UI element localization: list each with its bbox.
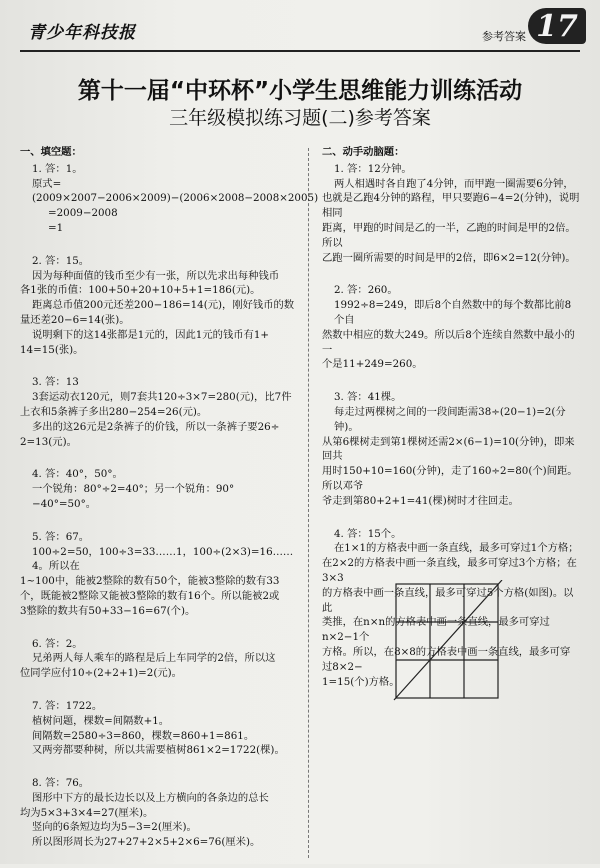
answer-line: 均为5×3+3×4=27(厘米)。 [20, 806, 154, 819]
answer-line: 竖向的6条短边均为5−3=2(厘米)。 [32, 821, 197, 834]
answer-8 [20, 776, 296, 850]
answer-line: 1992÷8=249，即后8个自然数中的每个数都比前8个自 [334, 299, 572, 326]
answer-line: 两人相遇时各自跑了4分钟，而甲跑一圈需要6分钟， [334, 177, 574, 190]
answer-line: 2=13(元)。 [20, 435, 77, 448]
answer-1 [20, 162, 319, 236]
grid-figure [392, 580, 504, 702]
answer-line: 距离，甲跑的时间是乙的一半，乙跑的时间是甲的2倍。所以 [322, 221, 576, 249]
answer-line: 1=15(个)方格。 [322, 675, 400, 688]
answer-line: 上衣和5条裤子多出280−254=26(元)。 [20, 405, 208, 418]
answer-line: 用时150+10=160(分钟)，走了160÷2=80(个)间距。所以邓爷 [322, 465, 578, 492]
answer-line: 间隔数=2580÷3=860，棵数=860+1=861。 [32, 729, 255, 742]
answer-line: 1~100中，能被2整除的数有50个，能被3整除的数有33 [20, 575, 280, 588]
answer-line: 3套运动衣120元，则7套共120÷3×7=280(元)，比7件 [32, 391, 292, 404]
answer-line: 多出的这26元是2条裤子的价钱，所以一条裤子要26÷ [32, 420, 280, 433]
answer-line: 量还差20−6=14(张)。 [20, 313, 130, 326]
answer-b2 [322, 283, 580, 372]
answer-line: 1. 答：12分钟。 [334, 162, 412, 175]
answer-line: 个，既能被2整除又能被3整除的数有16个。所以能被2或 [20, 589, 280, 602]
answer-line: 5. 答：67。 [32, 530, 90, 543]
answer-line: 原式=(2009×2007−2006×2009)−(2006×2008−2008×2005) [32, 177, 319, 205]
answer-line: 一个锐角：80°÷2=40°；另一个锐角：90°−40°=50°。 [32, 483, 235, 510]
answer-line: 个是11+249=260。 [322, 358, 423, 371]
answer-tag: 参考答案 [482, 30, 526, 43]
answer-2 [20, 254, 296, 358]
answer-line: 4. 答：15个。 [334, 527, 402, 540]
answer-line: 因为每种面值的钱币至少有一张，所以先求出每种钱币 [32, 269, 280, 282]
answer-line: =1 [48, 221, 64, 234]
answer-line: 3. 答：41棵。 [334, 391, 402, 404]
answer-7 [20, 699, 296, 758]
answer-line: 2. 答：260。 [334, 284, 398, 297]
section-heading-fill-in: 一、填空题： [20, 146, 82, 158]
answer-line: 位同学应付10÷(2+2+1)=2(元)。 [20, 667, 182, 680]
answer-line: 然数中相应的数大249。所以后8个连续自然数中最小的一 [322, 328, 575, 356]
answer-line: 兄弟两人每人乘车的路程是后上车同学的2倍，所以这 [32, 652, 276, 665]
page-title: 第十一届“中环杯”小学生思维能力训练活动 [77, 78, 523, 104]
answer-line: 在1×1的方格表中画一条直线，最多可穿过1个方格； [334, 542, 579, 555]
answer-line: 8. 答：76。 [32, 777, 90, 790]
answer-line: 从第6棵树走到第1棵树还需2×(6−1)=10(分钟)，即来回共 [322, 435, 575, 463]
answer-line: 方格。所以，在8×8的方格表中画一条直线，最多可穿过8×2− [322, 645, 571, 673]
page-subtitle: 三年级模拟练习题(二)参考答案 [169, 107, 431, 129]
answer-line: 说明剩下的这14张都是1元的，因此1元的钱币有1+ [32, 328, 270, 341]
answer-3 [20, 375, 296, 449]
answer-line: 爷走到第80+2+1=41(棵)树时才往回走。 [322, 494, 519, 507]
answer-line: 14=15(张)。 [20, 343, 84, 356]
answer-5 [20, 530, 296, 619]
grid-svg [392, 580, 504, 702]
answer-line: 植树问题，棵数=间隔数+1。 [32, 714, 170, 727]
left-column [20, 145, 319, 868]
answer-line: 距离总币值200元还差200−186=14(元)，刚好钱币的数 [32, 299, 295, 312]
answer-b3 [322, 390, 580, 508]
answer-line: 3. 答：13 [32, 376, 79, 389]
page-number: 17 [528, 8, 586, 44]
answer-line: 在2×2的方格表中画一条直线，最多可穿过3个方格；在3×3 [322, 557, 577, 584]
page-header [18, 8, 588, 48]
diagonal-line [394, 580, 502, 700]
answer-line: 又两旁都要种树，所以共需要植树861×2=1722(棵)。 [32, 744, 285, 757]
newspaper-brand: 青少年科技报 [28, 23, 136, 43]
answer-line: 图形中下方的最长边长以及上方横向的各条边的总长 [32, 791, 269, 804]
header-rule [20, 50, 580, 52]
answer-4 [20, 467, 296, 511]
answer-line: 的方格表中画一条直线，最多可穿过5个方格(如图)。以此 [322, 586, 574, 614]
answer-line: 3整除的数共有50+33−16=67(个)。 [20, 604, 196, 617]
section-heading-hands-on: 二、动手动脑题： [322, 146, 405, 158]
answer-line: 乙跑一圈所需要的时间是甲的2倍，即6×2=12(分钟)。 [322, 251, 576, 264]
answer-line: 1. 答：1。 [32, 162, 83, 175]
answer-line: 6. 答：2。 [32, 637, 83, 650]
answer-line: 每走过两棵树之间的一段间距需38÷(20−1)=2(分钟)。 [334, 405, 566, 433]
answer-line: 100÷2=50，100÷3=33……1，100÷(2×3)=16……4。所以在 [32, 545, 294, 573]
answer-line: 2. 答：15。 [32, 254, 90, 267]
answer-line: 类推，在n×n的方格表中画一条直线，最多可穿过n×2−1个 [322, 616, 550, 644]
answer-line: 各1张的币值：100+50+20+10+5+1=186(元)。 [20, 284, 261, 297]
answer-line: 4. 答：40°，50°。 [32, 468, 123, 481]
answer-line: =2009−2008 [48, 207, 118, 220]
answer-line: 7. 答：1722。 [32, 699, 103, 712]
column-divider [308, 148, 309, 858]
answer-6 [20, 637, 296, 681]
answer-line: 所以图形周长为27+27+2×5+2×6=76(厘米)。 [32, 836, 261, 849]
answer-b1 [322, 162, 580, 266]
answer-line: 也就是乙跑4分钟的路程，甲只要跑6−4=2(分钟)，说明相同 [322, 192, 580, 220]
